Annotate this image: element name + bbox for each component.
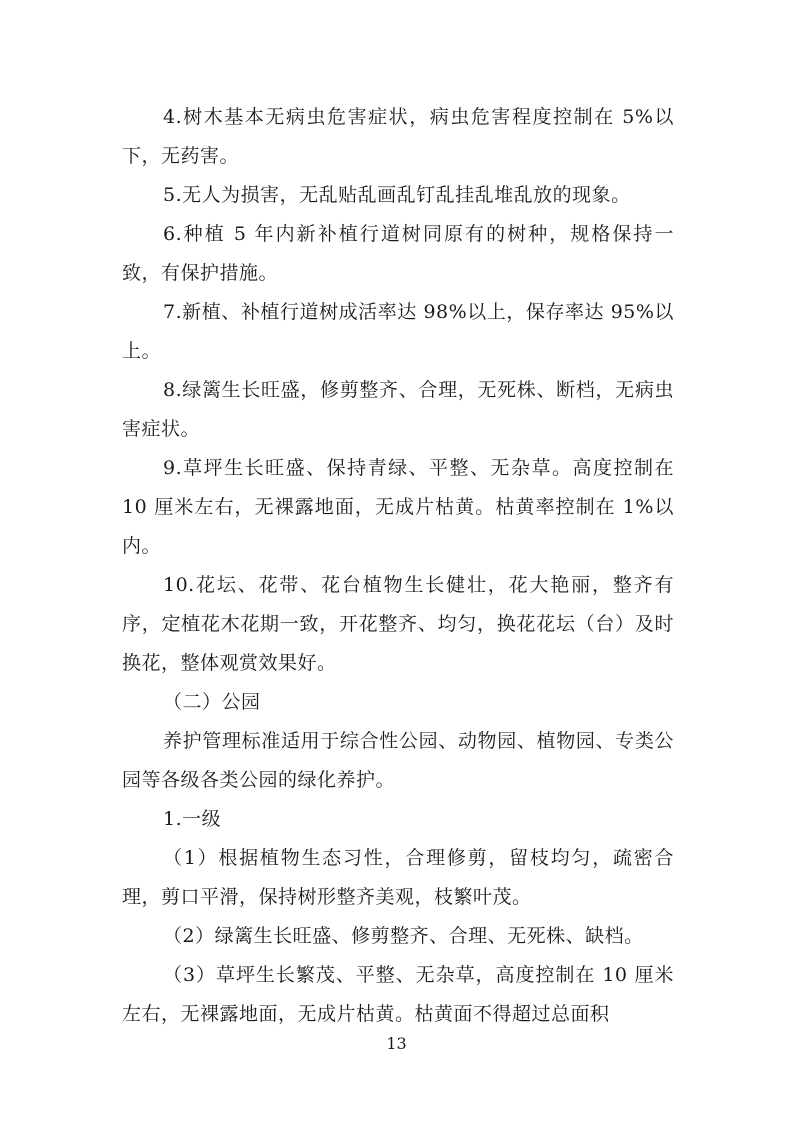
paragraph-sub-3: （3）草坪生长繁茂、平整、无杂草，高度控制在 10 厘米左右，无裸露地面，无成片枯黄。枯黄面不得超过总面积 [122,964,674,1025]
paragraph-item-7: 7.新植、补植行道树成活率达 98%以上，保存率达 95%以上。 [122,301,674,362]
section-heading-parks: （二）公园 [163,691,261,713]
paragraph-item-5: 5.无人为损害，无乱贴乱画乱钉乱挂乱堆乱放的现象。 [163,184,631,206]
page-number: 13 [386,1034,407,1053]
paragraph-sub-2: （2）绿篱生长旺盛、修剪整齐、合理、无死株、缺档。 [163,925,644,947]
body-text [122,98,674,1034]
paragraph-item-9: 9.草坪生长旺盛、保持青绿、平整、无杂草。高度控制在 10 厘米左右，无裸露地面，无成片枯黄。枯黄率控制在 1%以内。 [122,457,674,557]
paragraph-item-10: 10.花坛、花带、花台植物生长健壮，花大艳丽，整齐有序，定植花木花期一致，开花整齐、均匀，换花花坛（台）及时换花，整体观赏效果好。 [122,574,674,674]
subheading-level-one: 1.一级 [163,808,222,830]
paragraph-item-4: 4.树木基本无病虫危害症状，病虫危害程度控制在 5%以下，无药害。 [122,106,674,167]
paragraph-scope: 养护管理标准适用于综合性公园、动物园、植物园、专类公园等各级各类公园的绿化养护。 [122,730,674,791]
paragraph-item-6: 6.种植 5 年内新补植行道树同原有的树种，规格保持一致，有保护措施。 [122,223,674,284]
paragraph-sub-1: （1）根据植物生态习性，合理修剪，留枝均匀，疏密合理，剪口平滑，保持树形整齐美观，枝繁叶茂。 [122,847,674,908]
paragraph-item-8: 8.绿篱生长旺盛，修剪整齐、合理，无死株、断档，无病虫害症状。 [122,379,674,440]
